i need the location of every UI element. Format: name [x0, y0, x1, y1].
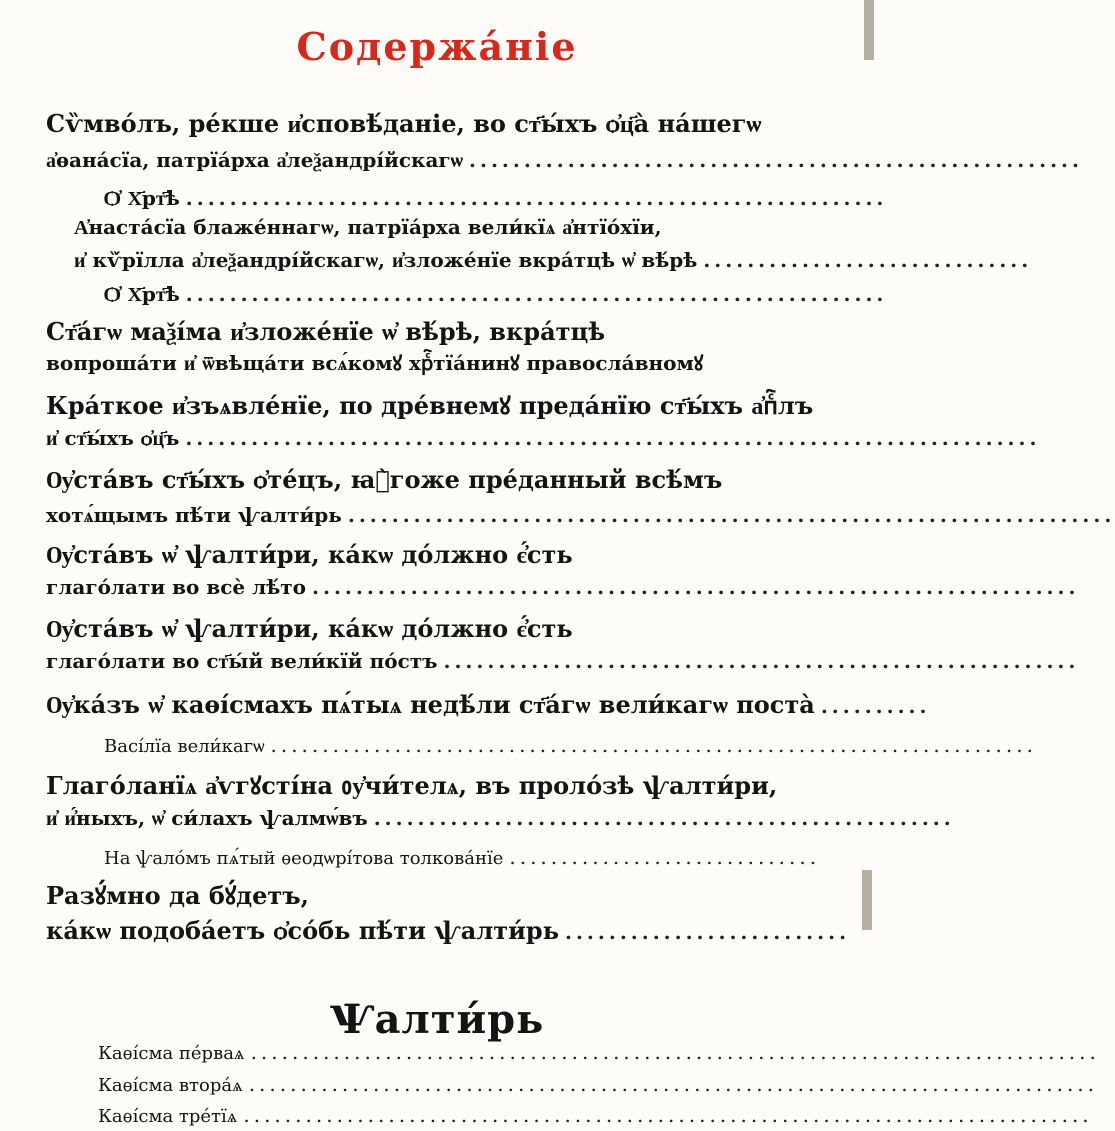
toc-text: А҆наста́сїа блаже́ннагѡ, патрїа́рха вели́кїѧ а҆нтїо́хїи,	[74, 215, 662, 239]
toc-line	[74, 217, 662, 237]
toc-line	[46, 353, 703, 373]
page-title: Содержа́ніе	[296, 24, 578, 69]
toc-text: глаго́лати во ст҃ы́й вели́кїй по́стъ	[46, 649, 438, 673]
dot-leader: ..............................	[703, 248, 1033, 272]
dot-leader: ..........	[820, 694, 931, 718]
toc-text: Кра́ткое и҆зъѧвле́нїе, по дре́внемꙋ преда́нїю ст҃ы́хъ а҆пⷭ҇лъ	[46, 391, 814, 420]
dot-leader: ..................................................................................	[243, 1103, 1093, 1127]
toc-line	[46, 109, 762, 138]
dot-leader: ..........................................................	[443, 649, 1080, 673]
toc-line	[46, 649, 1080, 673]
page-edge-shadow	[864, 0, 874, 60]
toc-line	[104, 847, 842, 868]
dot-leader: ................................................................	[185, 186, 888, 210]
toc-text: и҆ кѷ́рїлла а҆леѯандрі́йскагѡ, и҆зложе́нїе вкра́тцѣ ѡ҆ вѣ́рѣ	[74, 248, 698, 272]
toc-line	[46, 391, 814, 420]
toc-text: Ѻ҆ Х҃рт҃ѣ	[104, 186, 180, 210]
dot-leader: ........................................................	[469, 148, 1083, 172]
dot-leader: ......................................................................	[312, 575, 1080, 599]
toc-line	[98, 1103, 1093, 1127]
section-title: Ѱалти́рь	[329, 996, 545, 1043]
toc-line	[104, 733, 1037, 757]
toc-text: Ст҃а́гѡ маѯі́ма и҆зложе́нїе ѡ҆ вѣ́рѣ, вкра́тцѣ	[46, 317, 606, 346]
toc-text: Васі́лїа вели́кагѡ	[104, 736, 265, 757]
toc-text: Каѳі́сма втора́ѧ	[98, 1075, 243, 1096]
toc-text: Ѻ҆ Х҃рт҃ѣ	[104, 282, 180, 306]
toc-text: Ѹ҆ста́въ ѡ҆ ѱалти́ри, ка́кѡ до́лжно є҆́сть	[46, 614, 573, 643]
toc-text: Глаго́ланїѧ а҆ѵгꙋсті́на ᲂу҆чи́телѧ, въ проло́зѣ ѱалти́ри,	[46, 771, 778, 800]
toc-line	[46, 916, 851, 945]
toc-line	[46, 771, 778, 800]
dot-leader: ..........................................................................	[270, 733, 1037, 757]
toc-text: вопроша́ти и҆ ѿвѣща́ти всѧ́комꙋ хрⷭ҇тїа́нинꙋ правосла́вномꙋ	[46, 351, 704, 375]
dot-leader: ..............................................................................	[185, 426, 1041, 450]
dot-leader: ......................................................................	[347, 503, 1115, 527]
toc-text: Разꙋ́мно да бꙋ́детъ,	[46, 881, 310, 910]
toc-text: а҆ѳана́сїа, патрїа́рха а҆леѯандрі́йскагѡ	[46, 148, 464, 172]
toc-line	[104, 282, 888, 306]
toc-text: Ѹ҆ка́зъ ѡ҆ каѳі́смахъ пѧ́тыѧ недѣ́ли ст҃а́гѡ вели́кагѡ поста̀	[46, 690, 815, 719]
toc-line	[46, 148, 1083, 172]
toc-text: Каѳі́сма пе́рваѧ	[98, 1043, 245, 1064]
toc-line	[46, 881, 310, 910]
toc-line	[98, 1040, 1100, 1064]
dot-leader: ..................................................................................	[250, 1040, 1100, 1064]
dot-leader: ..........................	[565, 920, 851, 944]
toc-text: ка́кѡ подоба́етъ ѻ҆со́бь пѣ́ти ѱалти́рь	[46, 916, 559, 945]
toc-line	[46, 690, 931, 719]
toc-line	[46, 317, 606, 346]
toc-text: Сѷмво́лъ, ре́кше и҆сповѣ́даніе, во ст҃ы́хъ ѻ҆ц҃а̀ на́шегѡ	[46, 109, 762, 138]
toc-text: и҆ ст҃ы́хъ ѻ҆ц҃ъ	[46, 426, 180, 450]
toc-text: Ѹ҆ста́въ ст҃ы́хъ ѻ҆те́цъ, ꙗ҆̀гоже пре́данный всѣ́мъ	[46, 465, 723, 494]
toc-line	[46, 465, 723, 494]
page-edge-shadow	[862, 870, 872, 930]
toc-line	[46, 540, 573, 569]
dot-leader: .....................................................	[373, 806, 955, 830]
toc-text: Ѹ҆ста́въ ѡ҆ ѱалти́ри, ка́кѡ до́лжно є҆́сть	[46, 540, 573, 569]
toc-text: хотѧ́щымъ пѣ́ти ѱалти́рь	[46, 503, 342, 527]
dot-leader: ..................................................................................	[248, 1072, 1099, 1096]
toc-line	[46, 426, 1041, 450]
toc-line	[46, 614, 573, 643]
toc-text: На ѱало́мъ пѧ́тый ѳеодѡрі́това толкова́нїе	[104, 848, 504, 869]
toc-line	[46, 575, 1080, 599]
toc-text: Каѳі́сма тре́тїѧ	[98, 1106, 238, 1127]
toc-line	[46, 806, 955, 830]
toc-line	[46, 503, 1115, 527]
dot-leader: ..............................	[509, 845, 821, 869]
toc-text: глаго́лати во всѐ лѣ́то	[46, 575, 307, 599]
dot-leader: ................................................................	[185, 282, 888, 306]
toc-text: и҆ и҆́ныхъ, ѡ҆ си́лахъ ѱалмѡ́въ	[46, 806, 368, 830]
toc-line	[104, 186, 888, 210]
toc-line	[98, 1072, 1099, 1096]
toc-line	[74, 248, 1033, 272]
